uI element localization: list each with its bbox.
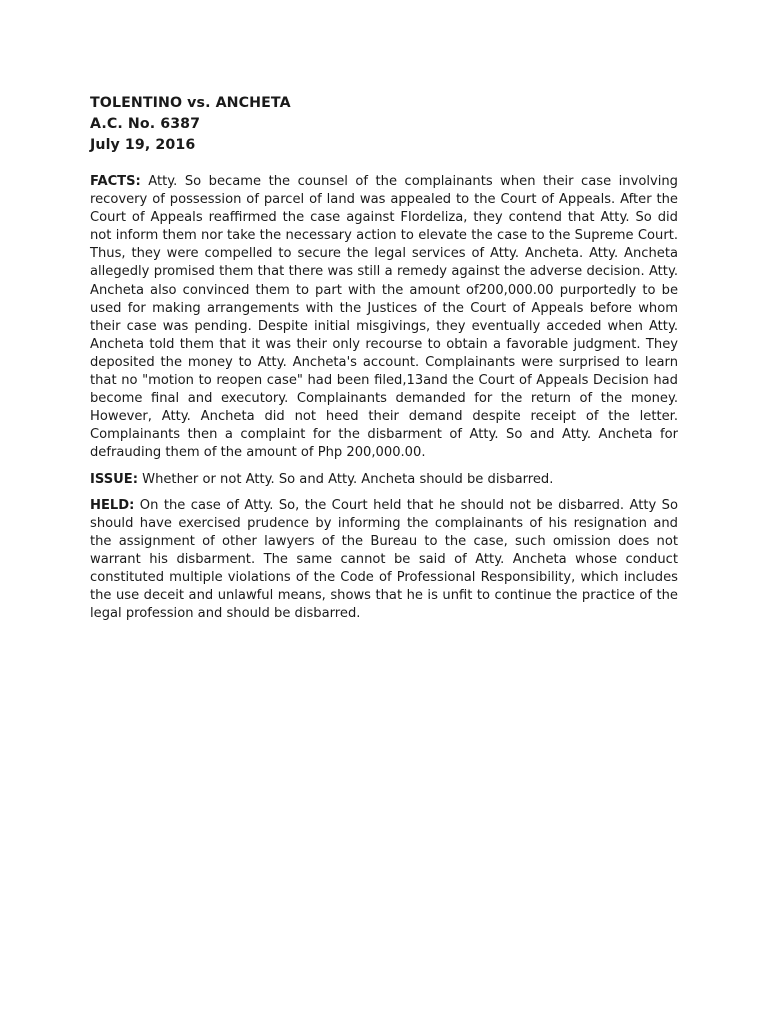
facts-text: Atty. So became the counsel of the complainants when their case involving recovery of possession of parcel of land was appealed to the Court of Appeals. After the Court of Appeals reaffirmed the case against Flordeliza, they contend that Atty. So did not inform them nor take the necessary action to elevate the case to the Supreme Court. Thus, they were compelled to secure the legal services of Atty. Ancheta. Atty. Ancheta allegedly promised them that there was still a remedy against the adverse decision. Atty. Ancheta also convinced them to part with the amount of200,000.00 purportedly to be used for making arrangements with the Justices of the Court of Appeals before whom their case was pending. Despite initial misgivings, they eventually acceded when Atty. Ancheta told them that it was their only recourse to obtain a favorable judgment. They deposited the money to Atty. Ancheta's account. Complainants were surprised to learn that no "motion to reopen case" had been filed,13and the Court of Appeals Decision had become final and executory. Complainants demanded for the return of the money. However, Atty. Ancheta did not heed their demand despite receipt of the letter. Complainants then a complaint for the disbarment of Atty. So and Atty. Ancheta for defrauding them of the amount of Php 200,000.00.	[90, 174, 678, 461]
case-title: TOLENTINO vs. ANCHETA	[90, 95, 291, 111]
held-text: On the case of Atty. So, the Court held that he should not be disbarred. Atty So should have exercised prudence by informing the complainants of his resignation and the assignment of other lawyers of the Bureau to the case, such omission does not warrant his disbarment. The same cannot be said of Atty. Ancheta whose conduct constituted multiple violations of the Code of Professional Responsibility, which includes the use deceit and unlawful means, shows that he is unfit to continue the practice of the legal profession and should be disbarred.	[90, 497, 678, 622]
facts-label: FACTS:	[90, 174, 141, 189]
document-page	[90, 93, 678, 623]
held-label: HELD:	[90, 497, 135, 513]
issue-text: Whether or not Atty. So and Atty. Ancheta should be disbarred.	[137, 471, 554, 487]
case-date: July 19, 2016	[90, 137, 196, 153]
held-paragraph	[90, 497, 678, 624]
facts-paragraph	[90, 173, 678, 463]
issue-label: ISSUE:	[90, 471, 138, 487]
case-number: A.C. No. 6387	[90, 116, 201, 132]
issue-paragraph	[90, 471, 678, 489]
